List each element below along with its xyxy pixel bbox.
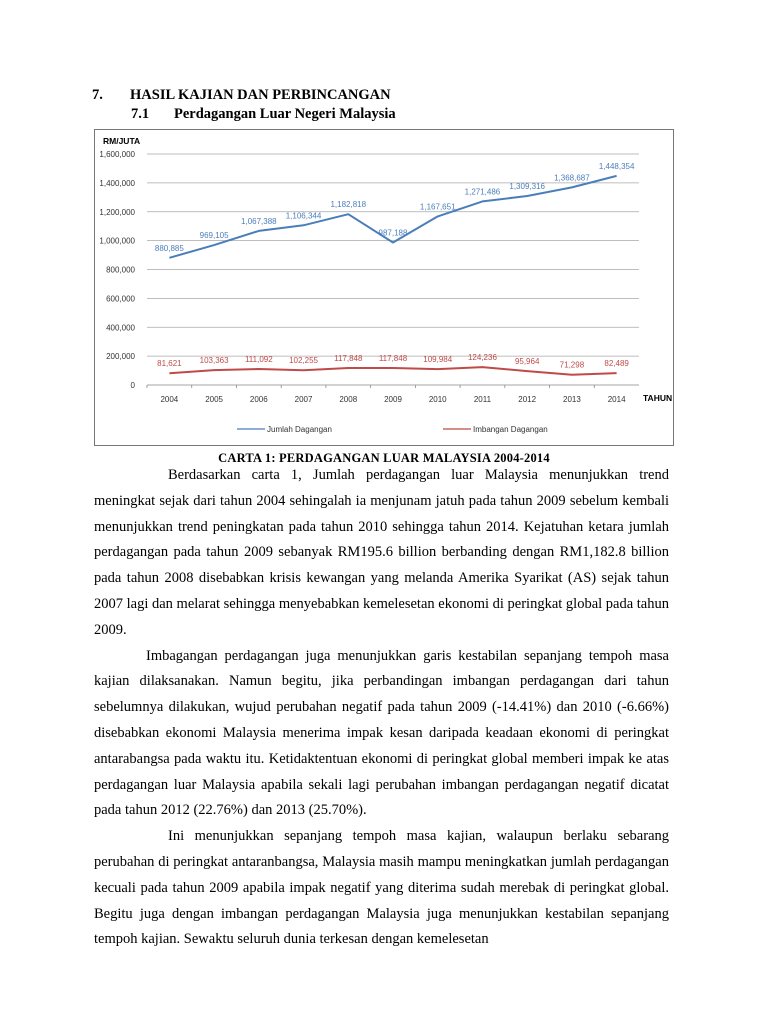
series-line-1 (169, 176, 616, 258)
data-label: 969,105 (199, 231, 229, 241)
data-label: 71,298 (559, 360, 585, 370)
x-tick-label: 2008 (339, 395, 358, 404)
x-tick-label: 2013 (563, 395, 581, 404)
data-label: 880,885 (154, 243, 184, 253)
x-tick-label: 2005 (205, 395, 223, 404)
x-axis-label: TAHUN (643, 393, 673, 403)
y-tick-label: 200,000 (106, 352, 135, 362)
y-tick-label: 1,200,000 (99, 207, 135, 217)
x-tick-label: 2007 (294, 395, 313, 404)
data-label: 1,448,354 (598, 161, 635, 171)
data-label: 81,621 (157, 359, 182, 369)
data-label: 111,092 (244, 354, 273, 364)
data-label: 1,368,687 (554, 173, 590, 183)
trade-chart (94, 129, 674, 446)
y-axis-unit-label: RM/JUTA (103, 136, 141, 146)
data-label: 1,167,651 (419, 202, 456, 212)
data-label: 82,489 (604, 359, 629, 369)
subsection-title: Perdagangan Luar Negeri Malaysia (174, 106, 396, 122)
x-tick-label: 2006 (249, 395, 268, 404)
x-tick-label: 2010 (428, 395, 447, 404)
x-tick-label: 2011 (473, 395, 492, 404)
section-title: HASIL KAJIAN DAN PERBINCANGAN (130, 87, 391, 103)
section-heading (92, 87, 391, 104)
legend-entry: Imbangan Dagangan (473, 425, 548, 434)
x-tick-label: 2004 (160, 395, 179, 404)
data-label: 95,964 (514, 357, 540, 367)
data-label: 1,067,388 (241, 216, 277, 226)
paragraph-3: Ini menunjukkan sepanjang tempoh masa kajian, walaupun berlaku sebarang perubahan di peringkat antaranbangsa, Malaysia masih mampu meningkatkan jumlah perdagangan kecuali pada tahun 2009 apabila impak negatif yang diterima sudah merebak di peringkat global. Begitu juga dengan imbangan perdagangan Malaysia juga menunjukkan kestabilan sepanjang tempoh kajian. Sewaktu seluruh dunia terkesan dengan kemelesetan (94, 828, 669, 948)
paragraph-2: Imbagangan perdagangan juga menunjukkan garis kestabilan sepanjang tempoh masa kajian dilaksanakan. Namun begitu, jika perbandingan imbangan perdagangan dari tahun sebelumnya dilakukan, wujud perubahan negatif pada tahun 2009 (-14.41%) dan 2010 (-6.66%) disebabkan ekonomi Malaysia menerima impak kesan daripada keadaan ekonomi di peringkat antarabangsa pada waktu itu. Ketidaktentuan ekonomi di peringkat global memberi impak ke atas perdagangan luar Malaysia apabila sekali lagi perubahan imbangan perdagangan negatif dicatat pada tahun 2012 (22.76%) dan 2013 (25.70%). (94, 647, 669, 819)
section-number: 7. (92, 87, 103, 103)
y-tick-label: 400,000 (106, 323, 135, 333)
paragraph-1: Berdasarkan carta 1, Jumlah perdagangan luar Malaysia menunjukkan trend meningkat sejak dari tahun 2004 sehingalah ia menjunam jatuh pada tahun 2009 sebelum kembali menunjukkan trend peningkatan pada tahun 2010 sehingga tahun 2014. Kejatuhan ketara jumlah perdagangan pada tahun 2009 sebanyak RM195.6 billion berbanding dengan RM1,182.8 billion pada tahun 2008 disebabkan krisis kewangan yang melanda Amerika Syarikat (AS) sejak tahun 2007 lagi dan melarat sehingga menyebabkan kemelesetan ekonomi di peringkat global pada tahun 2009. (94, 467, 669, 638)
data-label: 117,848 (334, 353, 363, 363)
data-label: 1,182,818 (330, 200, 367, 210)
data-label: 117,848 (378, 353, 408, 363)
data-label: 103,363 (199, 356, 229, 366)
data-label: 124,236 (467, 353, 497, 363)
data-label: 1,309,316 (509, 181, 545, 191)
data-label: 109,984 (423, 355, 453, 365)
y-tick-label: 1,400,000 (99, 178, 135, 188)
subsection-heading (131, 106, 396, 123)
x-tick-label: 2009 (384, 395, 402, 404)
trade-line-chart (95, 130, 673, 445)
subsection-number: 7.1 (131, 106, 150, 122)
data-label: 1,271,486 (464, 187, 501, 197)
data-label: 987,188 (378, 228, 408, 238)
data-label: 1,106,344 (285, 211, 322, 221)
x-tick-label: 2012 (518, 395, 537, 404)
y-tick-label: 0 (130, 381, 135, 390)
y-tick-label: 600,000 (106, 294, 135, 304)
data-label: 102,255 (289, 356, 319, 366)
series-line-2 (169, 367, 616, 375)
y-tick-label: 1,000,000 (99, 236, 135, 246)
chart-caption: CARTA 1: PERDAGANGAN LUAR MALAYSIA 2004-2014 (218, 451, 550, 465)
legend-entry: Jumlah Dagangan (267, 425, 332, 434)
body-text (94, 463, 669, 953)
y-tick-label: 1,600,000 (99, 150, 135, 159)
y-tick-label: 800,000 (106, 265, 135, 275)
x-tick-label: 2014 (607, 395, 626, 404)
